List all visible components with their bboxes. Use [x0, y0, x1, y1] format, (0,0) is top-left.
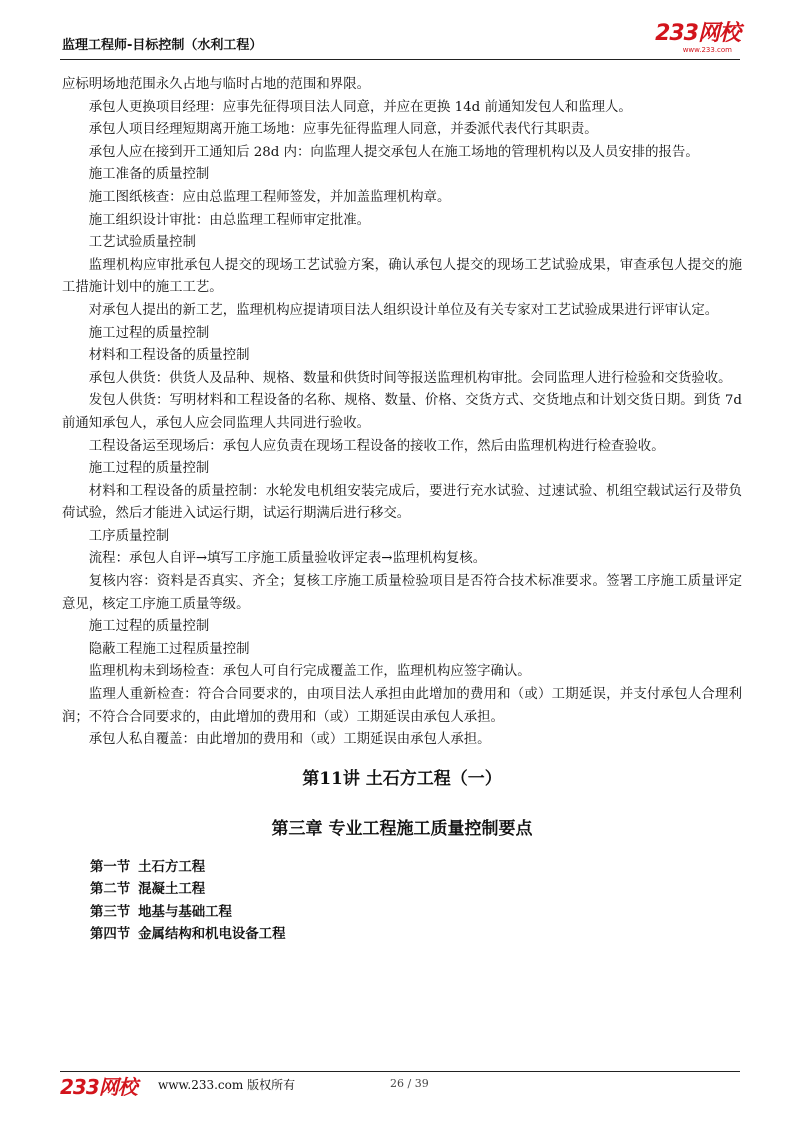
section-item — [62, 878, 742, 901]
footer-logo: 233网校 — [60, 1075, 137, 1099]
paragraph: 发包人供货：写明材料和工程设备的名称、规格、数量、价格、交货方式、交货地点和计划交货日期。到货 7d 前通知承包人，承包人应会同监理人共同进行验收。 — [62, 393, 742, 431]
logo-url: www.233.com — [682, 46, 732, 54]
section-number: 第三节 — [90, 903, 131, 920]
paragraph: 施工过程的质量控制 — [88, 461, 210, 477]
section-item — [62, 901, 742, 924]
section-title: 金属结构和机电设备工程 — [138, 926, 286, 943]
section-number: 第一节 — [90, 858, 131, 875]
paragraph: 对承包人提出的新工艺，监理机构应提请项目法人组织设计单位及有关专家对工艺试验成果进行评审认定。 — [88, 302, 719, 318]
paragraph: 施工准备的质量控制 — [88, 167, 210, 183]
section-title: 土石方工程 — [138, 858, 206, 875]
lecture-title: 第11讲 土石方工程（一） — [302, 768, 502, 789]
paragraph: 材料和工程设备的质量控制 — [88, 348, 250, 364]
paragraph: 施工过程的质量控制 — [88, 325, 210, 341]
paragraph: 承包人供货：供货人及品种、规格、数量和供货时间等报送监理机构审批。会同监理人进行检验和交货验收。 — [88, 370, 732, 386]
footer-divider — [60, 1071, 740, 1072]
document-body — [62, 74, 742, 946]
header-title: 监理工程师-目标控制（水利工程） — [62, 38, 263, 53]
paragraph: 工艺试验质量控制 — [88, 235, 196, 251]
paragraph: 承包人应在接到开工通知后 28d 内：向监理人提交承包人在施工场地的管理机构以及人员安排的报告。 — [88, 144, 699, 160]
chapter-title: 第三章 专业工程施工质量控制要点 — [271, 818, 533, 839]
paragraph: 施工组织设计审批：由总监理工程师审定批准。 — [88, 212, 370, 228]
paragraph: 承包人私自覆盖：由此增加的费用和（或）工期延误由承包人承担。 — [88, 732, 491, 748]
section-number: 第四节 — [90, 926, 131, 943]
brand-logo — [648, 22, 740, 58]
paragraph: 施工图纸核查：应由总监理工程师签发，并加盖监理机构章。 — [88, 189, 451, 205]
paragraph: 工程设备运至现场后：承包人应负责在现场工程设备的接收工作，然后由监理机构进行检查验收。 — [88, 438, 665, 454]
section-title: 混凝土工程 — [138, 881, 206, 898]
page-header — [60, 22, 740, 56]
paragraph: 隐蔽工程施工过程质量控制 — [88, 641, 250, 657]
paragraph: 流程：承包人自评→填写工序施工质量验收评定表→监理机构复核。 — [88, 551, 487, 567]
paragraph: 施工过程的质量控制 — [88, 619, 210, 635]
section-item — [62, 856, 742, 879]
paragraph: 应标明场地范围永久占地与临时占地的范围和界限。 — [62, 77, 370, 92]
page-number: 26 / 39 — [390, 1077, 429, 1090]
section-list — [62, 856, 742, 946]
paragraph: 材料和工程设备的质量控制：水轮发电机组安装完成后，要进行充水试验、过速试验、机组空载试运行及带负荷试验，然后才能进入试运行期，试运行期满后进行移交。 — [62, 483, 742, 522]
paragraph: 监理人重新检查：符合合同要求的，由项目法人承担由此增加的费用和（或）工期延误，并支付承包人合理利润；不符合合同要求的，由此增加的费用和（或）工期延误由承包人承担。 — [62, 687, 742, 725]
paragraph: 承包人项目经理短期离开施工场地：应事先征得监理人同意，并委派代表代行其职责。 — [88, 122, 598, 138]
paragraph: 复核内容：资料是否真实、齐全；复核工序施工质量检验项目是否符合技术标准要求。签署工序施工质量评定意见，核定工序施工质量等级。 — [62, 574, 742, 612]
paragraph: 监理机构未到场检查：承包人可自行完成覆盖工作，监理机构应签字确认。 — [88, 664, 531, 680]
section-number: 第二节 — [90, 881, 131, 898]
section-item — [62, 923, 742, 946]
paragraph: 工序质量控制 — [88, 528, 170, 544]
paragraph-list — [62, 74, 742, 752]
footer-copyright: www.233.com 版权所有 — [158, 1078, 296, 1092]
paragraph: 承包人更换项目经理：应事先征得项目法人同意，并应在更换 14d 前通知发包人和监理人。 — [88, 99, 632, 115]
page-footer — [60, 1074, 740, 1098]
header-divider — [60, 59, 740, 60]
logo-text: 233网校 — [655, 21, 740, 46]
paragraph: 监理机构应审批承包人提交的现场工艺试验方案，确认承包人提交的现场工艺试验成果，审查承包人提交的施工措施计划中的施工工艺。 — [62, 257, 742, 296]
section-title: 地基与基础工程 — [138, 903, 232, 920]
